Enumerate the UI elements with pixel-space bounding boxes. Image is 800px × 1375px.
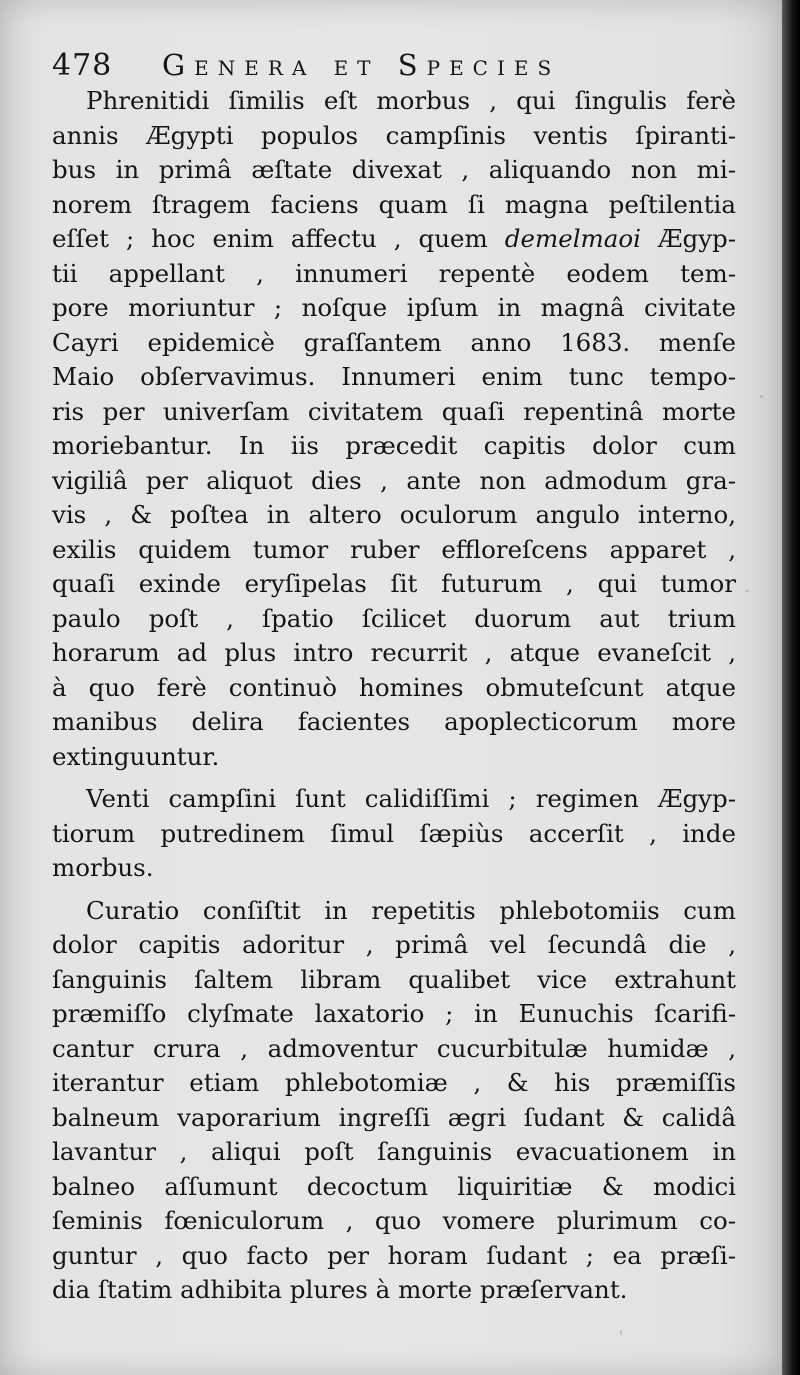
text-line: Cayri epidemicè graſſantem anno 1683. menſe (52, 327, 736, 357)
text-line: dolor capitis adoritur , primâ vel ſecundâ die , (52, 930, 736, 959)
text-line: quaſi exinde eryſipelas ſit futurum , qui tumor (52, 569, 736, 598)
text-line: balneo aſſumunt decoctum liquiritiæ & modici (52, 1171, 736, 1201)
text-line: à quo ferè continuò homines obmuteſcunt atque (52, 672, 736, 702)
text-line: guntur , quo facto per horam ſudant ; ea præſi- (52, 1240, 736, 1270)
paper-speck (760, 395, 763, 398)
text-line: vis , & poſtea in altero oculorum angulo interno, (52, 500, 736, 529)
text-line: extinguuntur. (52, 741, 220, 771)
text-line: dia ſtatim adhibita plures à morte præſervant. (52, 1275, 628, 1304)
text-line: vigiliâ per aliquot dies , ante non admodum gra- (52, 465, 736, 495)
page-number: 478 (52, 48, 113, 83)
text-line: eſſet ; hoc enim affectu , quem demelmaoi Ægyp- (52, 224, 736, 253)
text-line: Phrenitidi ſimilis eſt morbus , qui ſingulis ferè (86, 86, 736, 115)
text-line: tiorum putredinem ſimul ſæpiùs accerſit , inde (52, 818, 736, 848)
text-line: iterantur etiam phlebotomiæ , & his præmiſſis (52, 1068, 736, 1097)
text-line: ris per univerſam civitatem quaſi repentinâ morte (52, 396, 736, 426)
text-line: bus in primâ æſtate divexat , aliquando non mi- (52, 155, 736, 184)
italic-term: demelmaoi (504, 224, 641, 253)
text-line: Maio obſervavimus. Innumeri enim tunc tempo- (52, 362, 736, 391)
text-line: Venti campſini ſunt calidiſſimi ; regimen Ægyp- (86, 784, 736, 813)
text-line: Curatio conſiſtit in repetitis phlebotomiis cum (86, 895, 736, 925)
text-line: lavantur , aliqui poſt ſanguinis evacuationem in (52, 1137, 736, 1166)
text-line: annis Ægypti populos campſinis ventis ſpiranti- (52, 120, 736, 150)
paper-speck (620, 1330, 622, 1335)
running-head: Genera et Species (162, 48, 561, 82)
text-line: norem ſtragem faciens quam ſi magna peſtilentia (52, 189, 736, 219)
page-edge (782, 0, 800, 1375)
text-line: ſanguinis ſaltem libram qualibet vice extrahunt (52, 964, 736, 994)
text-line: exilis quidem tumor ruber effloreſcens apparet , (52, 534, 736, 564)
text-line: horarum ad plus intro recurrit , atque evaneſcit , (52, 638, 736, 667)
text-line: ſeminis fœniculorum , quo vomere plurimum co- (52, 1206, 736, 1235)
text-line: manibus delira facientes apoplecticorum more (52, 707, 736, 736)
text-line: moriebantur. In iis præcedit capitis dolor cum (52, 431, 736, 460)
paragraph-2 (52, 782, 736, 886)
paragraph-1 (52, 84, 736, 774)
text-line: præmiſſo clyſmate laxatorio ; in Eunuchis ſcarifi- (52, 999, 736, 1028)
text-line: paulo poſt , ſpatio ſcilicet duorum aut trium (52, 603, 736, 633)
text-line: pore moriuntur ; noſque ipſum in magnâ civitate (52, 293, 736, 322)
paper-speck (745, 590, 749, 592)
text-line: morbus. (52, 853, 154, 882)
body-text (52, 84, 736, 1314)
text-line: cantur crura , admoventur cucurbitulæ humidæ , (52, 1033, 736, 1063)
text-line: tii appellant , innumeri repentè eodem tem- (52, 258, 736, 288)
text-line: balneum vaporarium ingreſſi ægri ſudant & calidâ (52, 1102, 736, 1132)
paragraph-3 (52, 894, 736, 1308)
